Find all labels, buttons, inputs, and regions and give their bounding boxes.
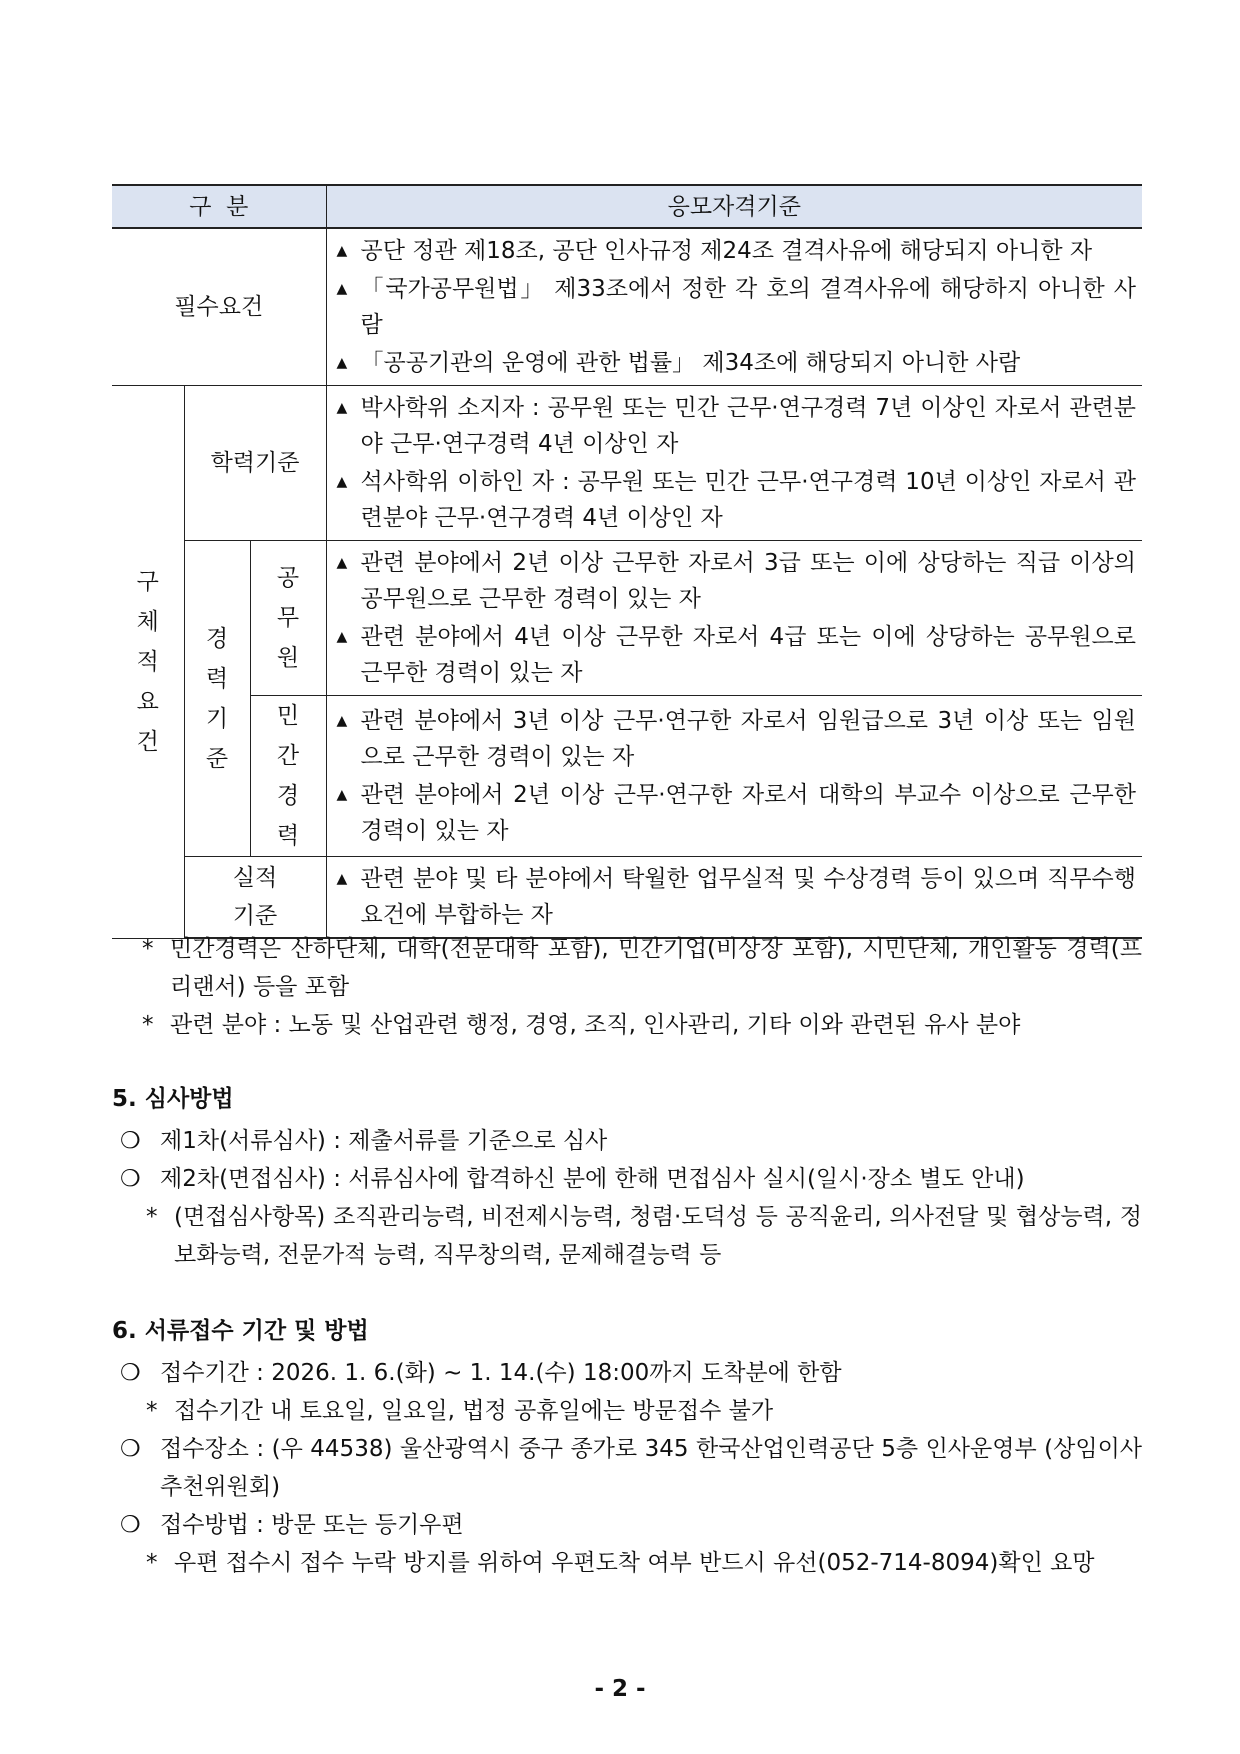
circle-bullet-icon: ❍ (120, 1512, 141, 1538)
section-5 (112, 1080, 1142, 1274)
list-item: ▲ 관련 분야에서 3년 이상 근무·연구한 자로서 임원급으로 3년 이상 또는 임원으로 근무한 경력이 있는 자 (337, 703, 1136, 775)
list-item: ▲ 「공공기관의 운영에 관한 법률」 제34조에 해당되지 아니한 사람 (337, 345, 1136, 381)
note-interview-items: * (면접심사항목) 조직관리능력, 비전제시능력, 청렴·도덕성 등 공직윤리, 의사전달 및 협상능력, 정보화능력, 전문가적 능력, 직무창의력, 문제해결능력 등 (112, 1198, 1142, 1274)
essential-items (326, 228, 1142, 386)
triangle-bullet-icon: ▲ (336, 400, 348, 416)
asterisk-icon: * (142, 936, 154, 962)
list-item: ▲ 관련 분야에서 2년 이상 근무·연구한 자로서 대학의 부교수 이상으로 근무한 경력이 있는 자 (337, 777, 1136, 849)
list-item: ❍ 제1차(서류심사) : 제출서류를 기준으로 심사 (112, 1122, 1142, 1160)
asterisk-icon: * (146, 1550, 158, 1576)
triangle-bullet-icon: ▲ (336, 555, 348, 571)
triangle-bullet-icon: ▲ (336, 281, 348, 297)
list-item: ▲ 「국가공무원법」 제33조에서 정한 각 호의 결격사유에 해당하지 아니한 사람 (337, 271, 1136, 343)
page-number: - 2 - (594, 1676, 646, 1702)
circle-bullet-icon: ❍ (120, 1166, 141, 1192)
triangle-bullet-icon: ▲ (336, 871, 348, 887)
note-period: * 접수기간 내 토요일, 일요일, 법정 공휴일에는 방문접수 불가 (112, 1392, 1142, 1430)
triangle-bullet-icon: ▲ (336, 243, 348, 259)
list-item: ▲ 공단 정관 제18조, 공단 인사규정 제24조 결격사유에 해당되지 아니한 자 (337, 233, 1136, 269)
row-education (112, 386, 1142, 541)
section-6 (112, 1312, 1142, 1582)
triangle-bullet-icon: ▲ (336, 713, 348, 729)
list-item: ❍ 접수장소 : (우 44538) 울산광역시 중구 종가로 345 한국산업인력공단 5층 인사운영부 (상임이사 추천위원회) (112, 1430, 1142, 1506)
list-item: ▲ 석사학위 이하인 자 : 공무원 또는 민간 근무·연구경력 10년 이상인 자로서 관련분야 근무·연구경력 4년 이상인 자 (337, 464, 1136, 536)
private-items (326, 696, 1142, 857)
section-5-title: 5. 심사방법 (112, 1086, 234, 1112)
row-essential (112, 228, 1142, 386)
label-public: 공 무 원 (250, 541, 326, 696)
label-essential: 필수요건 (112, 228, 326, 386)
circle-bullet-icon: ❍ (120, 1436, 141, 1462)
row-performance (112, 857, 1142, 939)
circle-bullet-icon: ❍ (120, 1128, 141, 1154)
label-specific: 구 체 적 요 건 (112, 386, 184, 939)
header-criteria: 응모자격기준 (326, 185, 1142, 228)
list-item: ▲ 관련 분야에서 4년 이상 근무한 자로서 4급 또는 이에 상당하는 공무원으로 근무한 경력이 있는 자 (337, 619, 1136, 691)
circle-bullet-icon: ❍ (120, 1360, 141, 1386)
triangle-bullet-icon: ▲ (336, 629, 348, 645)
list-item: ▲ 관련 분야에서 2년 이상 근무한 자로서 3급 또는 이에 상당하는 직급 이상의 공무원으로 근무한 경력이 있는 자 (337, 545, 1136, 617)
eligibility-table (112, 184, 1142, 939)
note-method: * 우편 접수시 접수 누락 방지를 위하여 우편도착 여부 반드시 유선(052-714-8094)확인 요망 (112, 1544, 1142, 1582)
note-related-field: * 관련 분야 : 노동 및 산업관련 행정, 경영, 조직, 인사관리, 기타 이와 관련된 유사 분야 (112, 1006, 1142, 1044)
label-education: 학력기준 (184, 386, 326, 541)
note-private-career: * 민간경력은 산하단체, 대학(전문대학 포함), 민간기업(비상장 포함), 시민단체, 개인활동 경력(프리랜서) 등을 포함 (112, 930, 1142, 1006)
triangle-bullet-icon: ▲ (336, 355, 348, 371)
table-header-row (112, 185, 1142, 228)
list-item: ▲ 관련 분야 및 타 분야에서 탁월한 업무실적 및 수상경력 등이 있으며 직무수행요건에 부합하는 자 (337, 861, 1136, 933)
list-item: ❍ 제2차(면접심사) : 서류심사에 합격하신 분에 한해 면접심사 실시(일시·장소 별도 안내) (112, 1160, 1142, 1198)
section-6-title: 6. 서류접수 기간 및 방법 (112, 1318, 369, 1344)
label-performance: 실적 기준 (184, 857, 326, 939)
asterisk-icon: * (142, 1012, 154, 1038)
performance-items (326, 857, 1142, 939)
label-career: 경 력 기 준 (184, 541, 250, 857)
list-item: ❍ 접수방법 : 방문 또는 등기우편 (112, 1506, 1142, 1544)
header-category: 구 분 (112, 185, 326, 228)
public-items (326, 541, 1142, 696)
table-notes (112, 930, 1142, 1044)
row-career-public (112, 541, 1142, 696)
triangle-bullet-icon: ▲ (336, 787, 348, 803)
list-item: ▲ 박사학위 소지자 : 공무원 또는 민간 근무·연구경력 7년 이상인 자로서 관련분야 근무·연구경력 4년 이상인 자 (337, 390, 1136, 462)
asterisk-icon: * (146, 1398, 158, 1424)
label-private: 민 간 경 력 (250, 696, 326, 857)
asterisk-icon: * (146, 1204, 158, 1230)
education-items (326, 386, 1142, 541)
list-item: ❍ 접수기간 : 2026. 1. 6.(화) ~ 1. 14.(수) 18:00까지 도착분에 한함 (112, 1354, 1142, 1392)
row-career-private (112, 696, 1142, 857)
triangle-bullet-icon: ▲ (336, 474, 348, 490)
